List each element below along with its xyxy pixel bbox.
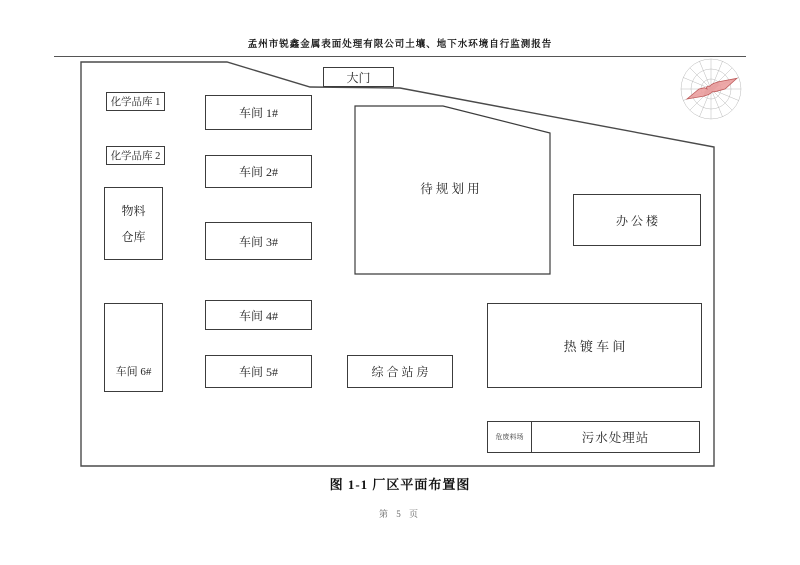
building-hazardous-waste-yard-label: 危废料场 (495, 433, 524, 441)
building-hazardous-waste-yard (488, 422, 532, 452)
building-comprehensive-station-label: 综 合 站 房 (371, 365, 429, 379)
building-chemical-store-2-label: 化学品库 2 (110, 151, 161, 162)
building-workshop-6-label: 车间 6# (115, 366, 152, 378)
building-workshop-3 (205, 222, 312, 260)
building-material-warehouse (104, 187, 163, 260)
building-office-label: 办 公 楼 (615, 213, 658, 228)
building-workshop-2 (205, 155, 312, 188)
building-workshop-5 (205, 355, 312, 388)
building-workshop-5-label: 车间 5# (238, 365, 278, 379)
building-chemical-store-2 (106, 146, 165, 165)
building-workshop-1-label: 车间 1# (238, 106, 278, 120)
building-chemical-store-1 (106, 92, 165, 111)
building-hot-galvanizing-workshop (487, 303, 702, 388)
building-office (573, 194, 701, 246)
planned-area-label: 待 规 划 用 (420, 182, 480, 196)
building-sewage-treatment-station (532, 422, 699, 452)
building-gate (323, 67, 394, 87)
page-header-title: 孟州市锐鑫金属表面处理有限公司土壤、地下水环境自行监测报告 (247, 40, 553, 50)
figure-caption: 图 1-1 厂区平面布置图 (329, 477, 471, 492)
building-gate-label: 大门 (346, 70, 371, 85)
wind-rose-petal-lobe (687, 78, 737, 99)
building-hot-galvanizing-workshop-label: 热 镀 车 间 (563, 339, 626, 354)
building-workshop-3-label: 车间 3# (238, 234, 278, 249)
building-sewage-treatment-station-label: 污水处理站 (581, 431, 650, 445)
building-material-warehouse-label-line1: 物料 (121, 204, 146, 218)
building-workshop-4 (205, 300, 312, 330)
page-number: 第 5 页 (378, 509, 421, 519)
building-comprehensive-station (347, 355, 453, 388)
building-material-warehouse-label-line2: 仓库 (121, 230, 146, 244)
building-workshop-4-label: 车间 4# (238, 308, 278, 323)
building-workshop-2-label: 车间 2# (238, 165, 278, 179)
building-workshop-1 (205, 95, 312, 130)
building-chemical-store-1-label: 化学品库 1 (110, 97, 161, 108)
wind-rose (681, 59, 741, 119)
building-waste-and-sewage (487, 421, 700, 453)
building-workshop-6 (104, 303, 163, 392)
